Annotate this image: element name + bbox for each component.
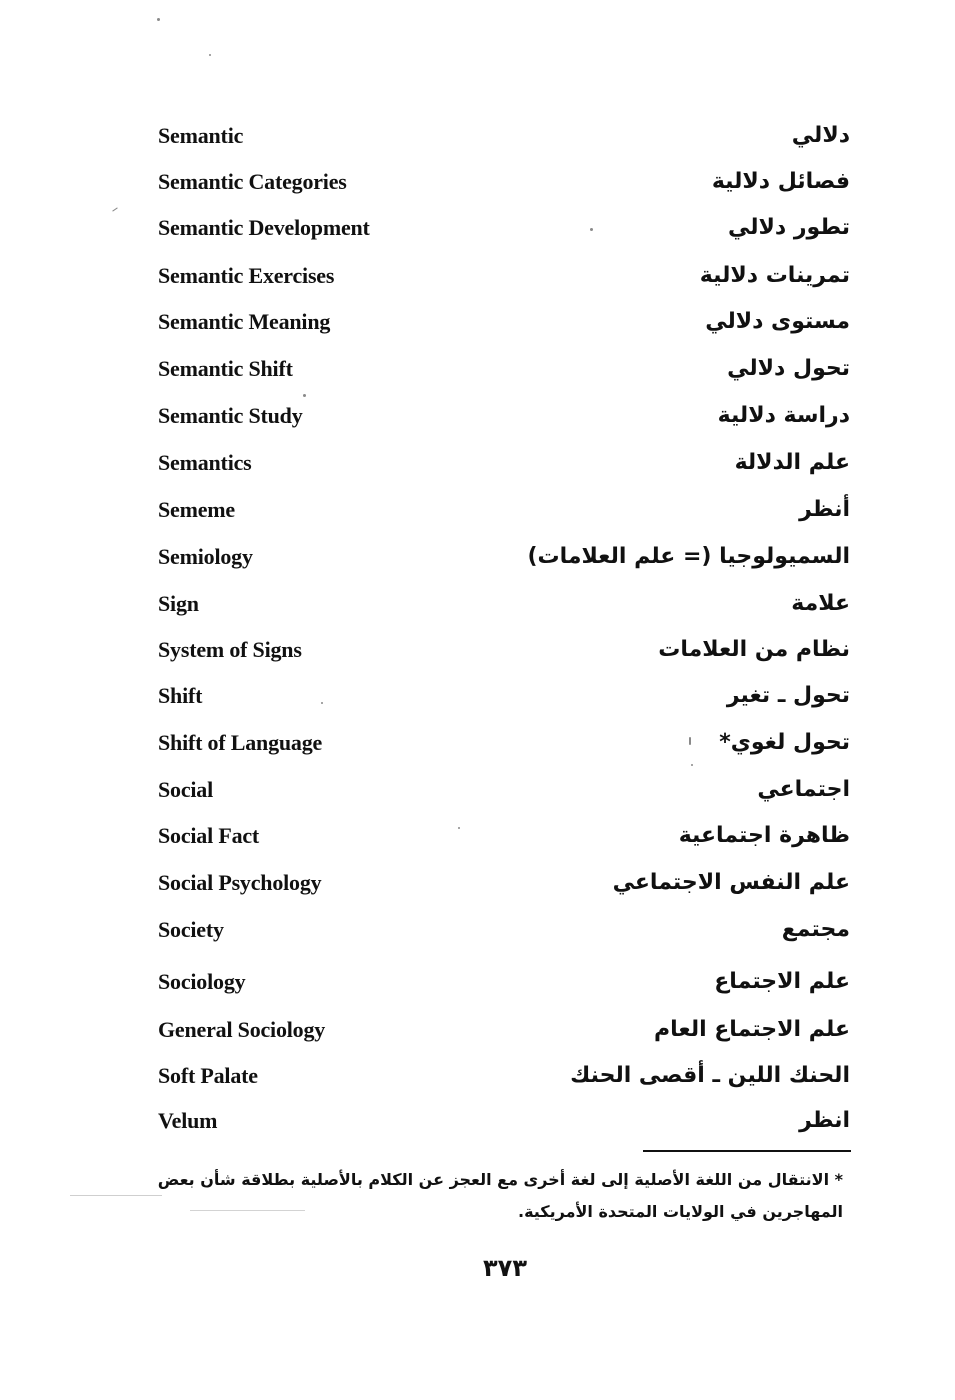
glossary-entry bbox=[0, 910, 955, 950]
arabic-term: مستوى دلالي bbox=[705, 309, 850, 334]
arabic-term: انظر bbox=[799, 1108, 850, 1133]
arabic-term: السميولوجيا (= علم العلامات) bbox=[527, 544, 850, 569]
arabic-term: علم الاجتماع العام bbox=[654, 1017, 850, 1042]
scan-speck bbox=[321, 702, 323, 704]
arabic-term: تحول لغوي* bbox=[719, 730, 850, 755]
glossary-entry bbox=[0, 116, 955, 156]
english-term: Semantic bbox=[158, 123, 244, 148]
footnote-text: * الانتقال من اللغة الأصلية إلى لغة أخرى مع العجز عن الكلام بالأصلية بطلاقة شأن بعض المهاجرين في الولايات المتحدة الأمريكية. bbox=[157, 1170, 843, 1221]
glossary-entry bbox=[0, 443, 955, 483]
glossary-entry bbox=[0, 863, 955, 903]
glossary-entry bbox=[0, 490, 955, 530]
arabic-term: علامة bbox=[791, 591, 850, 616]
english-term: Semantic Categories bbox=[158, 169, 347, 194]
english-term: Society bbox=[158, 917, 224, 942]
english-term: Semantics bbox=[158, 450, 252, 475]
arabic-term: تحول ـ تغير bbox=[726, 683, 850, 708]
arabic-term: فصائل دلالية bbox=[711, 169, 850, 194]
english-term: Semiology bbox=[158, 544, 253, 569]
english-term: Sociology bbox=[158, 969, 246, 994]
english-term: Social Fact bbox=[158, 823, 260, 848]
english-term: General Sociology bbox=[158, 1017, 326, 1042]
scan-speck bbox=[190, 1210, 305, 1211]
glossary-entry bbox=[0, 630, 955, 670]
glossary-entry bbox=[0, 1056, 955, 1096]
scan-speck bbox=[209, 54, 211, 56]
english-term: Shift bbox=[158, 683, 203, 708]
arabic-term: الحنك اللين ـ أقصى الحنك bbox=[570, 1063, 850, 1088]
footnote-separator bbox=[643, 1150, 851, 1152]
english-term: Soft Palate bbox=[158, 1063, 258, 1088]
arabic-term: علم الاجتماع bbox=[714, 969, 850, 994]
arabic-term: نظام من العلامات bbox=[658, 637, 850, 662]
glossary-entry bbox=[0, 1101, 955, 1141]
glossary-entry bbox=[0, 962, 955, 1002]
arabic-term: أنظر bbox=[799, 497, 850, 522]
arabic-term: دراسة دلالية bbox=[717, 403, 850, 428]
english-term: Semantic Meaning bbox=[158, 309, 331, 334]
english-term: Semantic Study bbox=[158, 403, 303, 428]
english-term: Velum bbox=[158, 1108, 218, 1133]
glossary-entry bbox=[0, 256, 955, 296]
arabic-term: علم الدلالة bbox=[734, 450, 850, 475]
scan-speck bbox=[70, 1195, 162, 1196]
glossary-entry bbox=[0, 208, 955, 248]
arabic-term: تطور دلالي bbox=[728, 215, 850, 240]
scan-speck bbox=[303, 394, 306, 397]
scan-speck bbox=[157, 18, 160, 21]
glossary-entry bbox=[0, 537, 955, 577]
arabic-term: تمرينات دلالية bbox=[699, 263, 850, 288]
english-term: Semantic Shift bbox=[158, 356, 293, 381]
glossary-entry bbox=[0, 723, 955, 763]
english-term: System of Signs bbox=[158, 637, 302, 662]
glossary-entry bbox=[0, 816, 955, 856]
scan-speck bbox=[689, 737, 691, 745]
arabic-term: مجتمع bbox=[781, 917, 850, 942]
glossary-entry bbox=[0, 770, 955, 810]
english-term: Sign bbox=[158, 591, 199, 616]
arabic-term: دلالي bbox=[791, 123, 850, 148]
glossary-entry bbox=[0, 396, 955, 436]
scan-speck bbox=[458, 827, 460, 829]
glossary-entry bbox=[0, 162, 955, 202]
scan-speck bbox=[691, 764, 693, 766]
arabic-term: ظاهرة اجتماعية bbox=[678, 823, 850, 848]
arabic-term: اجتماعي bbox=[757, 777, 850, 802]
english-term: Social Psychology bbox=[158, 870, 322, 895]
glossary-entry bbox=[0, 1010, 955, 1050]
english-term: Semantic Development bbox=[158, 215, 370, 240]
glossary-entry bbox=[0, 676, 955, 716]
arabic-term: تحول دلالي bbox=[727, 356, 850, 381]
english-term: Semantic Exercises bbox=[158, 263, 335, 288]
glossary-entry bbox=[0, 349, 955, 389]
glossary-entry bbox=[0, 584, 955, 624]
glossary-entry bbox=[0, 302, 955, 342]
page-number: ٣٧٣ bbox=[483, 1254, 527, 1282]
arabic-term: علم النفس الاجتماعي bbox=[612, 870, 850, 895]
scan-speck bbox=[590, 228, 593, 231]
english-term: Shift of Language bbox=[158, 730, 323, 755]
english-term: Sememe bbox=[158, 497, 235, 522]
english-term: Social bbox=[158, 777, 214, 802]
